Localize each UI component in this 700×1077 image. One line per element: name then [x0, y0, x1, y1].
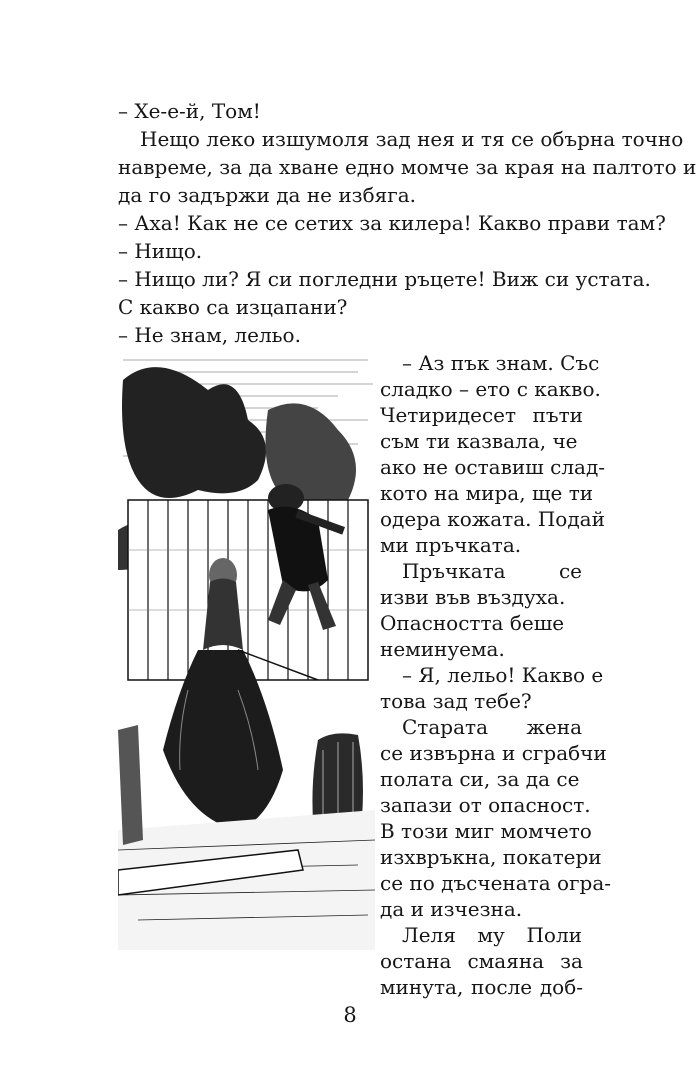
column-line: – Аз пък знам. Със: [402, 351, 600, 375]
column-line: [380, 974, 583, 1000]
word: пъти: [532, 403, 583, 427]
column-line: това зад тебе?: [380, 689, 532, 713]
column-line: полата си, за да се: [380, 767, 580, 791]
word: после: [471, 975, 533, 999]
word: доб-: [539, 975, 583, 999]
column-line: съм ти казвала, че: [380, 429, 578, 453]
column-line: сладко – ето с какво.: [380, 377, 601, 401]
column-line: ако не оставиш слад-: [380, 455, 606, 479]
dialogue-line: – Хе-е-й, Том!: [118, 99, 261, 123]
word: Поли: [526, 923, 582, 947]
column-line: [402, 714, 582, 740]
word: се: [558, 559, 582, 583]
dialogue-line: – Не знам, лельо.: [118, 323, 301, 347]
column-line: неминуема.: [380, 637, 505, 661]
engraving-illustration: [118, 350, 375, 950]
page-number: 8: [343, 1003, 357, 1027]
word: Леля: [402, 923, 456, 947]
dialogue-line: – Аха! Как не се сетих за килера! Какво прави там?: [118, 211, 666, 235]
word: му: [477, 923, 505, 947]
paragraph-line: Нещо леко изшумоля зад нея и тя се обърна точно: [140, 127, 684, 151]
column-line: Опасността беше: [380, 611, 565, 635]
column-line: [380, 948, 583, 974]
column-line: одера кожата. Подай: [380, 507, 605, 531]
word: Пръчката: [402, 559, 506, 583]
column-line: [402, 922, 582, 948]
paragraph-line: С какво са изцапани?: [118, 295, 348, 319]
word: Старата: [402, 715, 489, 739]
word: жена: [526, 715, 582, 739]
column-line: запази от опасност.: [380, 793, 591, 817]
dialogue-line: – Нищо ли? Я си погледни ръцете! Виж си устата.: [118, 267, 651, 291]
paragraph-line: навреме, за да хване едно момче за края на палтото и: [118, 155, 697, 179]
column-line: ми пръчката.: [380, 533, 522, 557]
word: минута,: [380, 975, 464, 999]
column-line: изхвръкна, покатери: [380, 845, 602, 869]
column-line: да и изчезна.: [380, 897, 523, 921]
column-line: [402, 558, 582, 584]
column-line: В този миг момчето: [380, 819, 592, 843]
column-line: кото на мира, ще ти: [380, 481, 594, 505]
word: Четиридесет: [380, 403, 517, 427]
column-line: [380, 402, 583, 428]
word: смаяна: [467, 949, 545, 973]
word: остана: [380, 949, 452, 973]
column-line: се извърна и сграбчи: [380, 741, 607, 765]
column-line: – Я, лельо! Какво е: [402, 663, 604, 687]
word: за: [560, 949, 583, 973]
dialogue-line: – Нищо.: [118, 239, 203, 263]
column-line: изви във въздуха.: [380, 585, 566, 609]
column-line: се по дъсчената огра-: [380, 871, 612, 895]
paragraph-line: да го задържи да не избяга.: [118, 183, 417, 207]
